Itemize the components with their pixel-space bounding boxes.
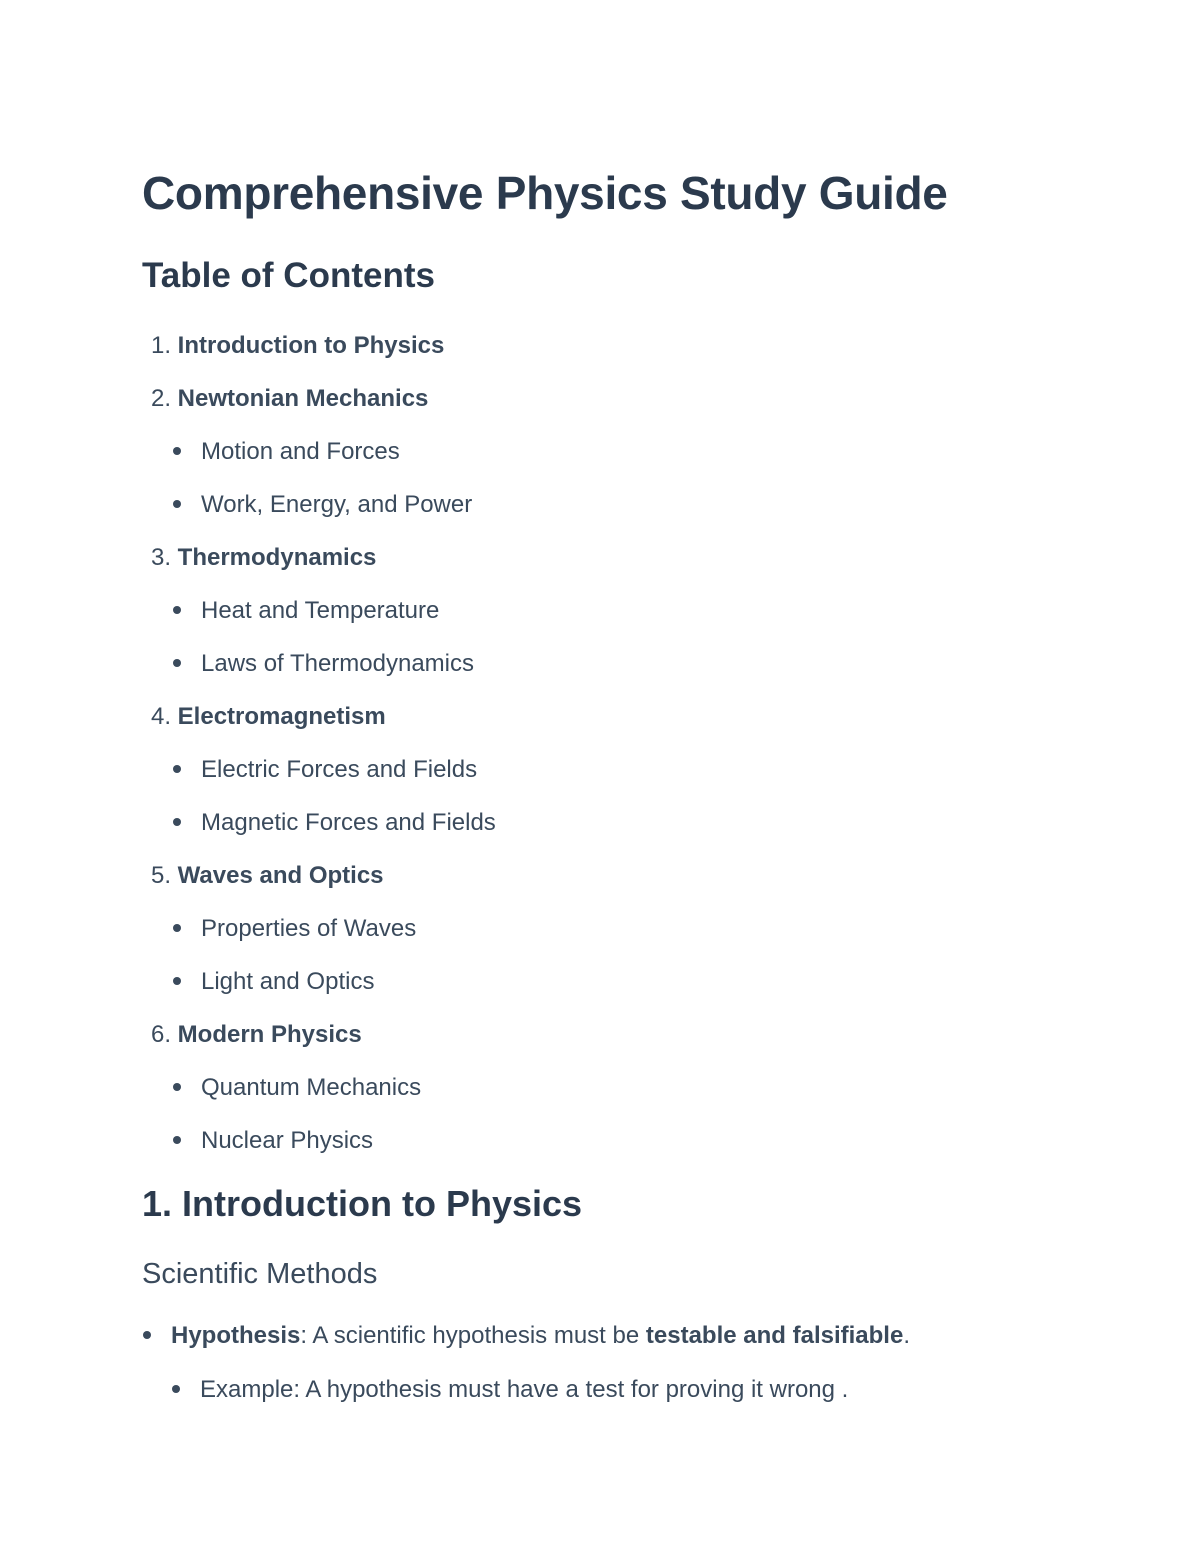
toc-subitem-properties-of-waves[interactable] <box>142 909 1042 962</box>
section-heading: 1. Introduction to Physics <box>142 1183 583 1224</box>
section-subheading: Scientific Methods <box>142 1258 378 1290</box>
hypothesis-term: Hypothesis <box>171 1322 301 1349</box>
toc-subitem-label: Work, Energy, and Power <box>201 491 473 518</box>
toc-subitem-heat-and-temperature[interactable] <box>142 591 1042 644</box>
example-text: Example: A hypothesis must have a test for proving it wrong . <box>200 1376 849 1403</box>
bullet-icon <box>143 1331 151 1339</box>
toc-item-electromagnetism[interactable] <box>142 697 1042 750</box>
toc-subitem-label: Electric Forces and Fields <box>201 756 478 783</box>
toc-item-waves-and-optics[interactable] <box>142 856 1042 909</box>
section-bullet-list <box>142 1316 1102 1424</box>
bullet-icon <box>173 924 181 932</box>
toc-item-label: Electromagnetism <box>177 703 386 730</box>
toc-number: 2. <box>150 385 171 412</box>
toc-subitem-label: Magnetic Forces and Fields <box>201 809 496 836</box>
list-item-hypothesis <box>142 1316 1102 1370</box>
toc-subitem-laws-of-thermodynamics[interactable] <box>142 644 1042 697</box>
toc-subitem-label: Motion and Forces <box>201 438 400 465</box>
toc-item-introduction[interactable] <box>142 326 1042 379</box>
bullet-icon <box>173 977 181 985</box>
bullet-icon <box>173 500 181 508</box>
toc-subitem-motion-and-forces[interactable] <box>142 432 1042 485</box>
toc-item-label: Newtonian Mechanics <box>177 385 429 412</box>
hypothesis-text: : A scientific hypothesis must be <box>300 1322 646 1349</box>
toc-subitem-label: Laws of Thermodynamics <box>201 650 474 677</box>
toc-subitem-quantum-mechanics[interactable] <box>142 1068 1042 1121</box>
bullet-icon <box>172 1385 180 1393</box>
toc-subitem-nuclear-physics[interactable] <box>142 1121 1042 1174</box>
bullet-icon <box>173 447 181 455</box>
toc-subitem-label: Heat and Temperature <box>201 597 440 624</box>
toc-subitem-work-energy-power[interactable] <box>142 485 1042 538</box>
toc-subitem-label: Nuclear Physics <box>201 1127 374 1154</box>
toc-item-label: Thermodynamics <box>177 544 377 571</box>
document-title: Comprehensive Physics Study Guide <box>142 167 948 219</box>
toc-item-label: Modern Physics <box>177 1021 362 1048</box>
toc-subitem-light-and-optics[interactable] <box>142 962 1042 1015</box>
bullet-icon <box>173 659 181 667</box>
toc-subitem-label: Quantum Mechanics <box>201 1074 422 1101</box>
toc-number: 4. <box>150 703 171 730</box>
bullet-icon <box>173 1083 181 1091</box>
toc-subitem-electric-forces[interactable] <box>142 750 1042 803</box>
list-item-example <box>142 1370 1102 1424</box>
toc-item-label: Introduction to Physics <box>177 332 445 359</box>
bullet-icon <box>173 606 181 614</box>
toc-heading: Table of Contents <box>142 256 435 295</box>
toc-subitem-label: Light and Optics <box>201 968 375 995</box>
toc-subitem-magnetic-forces[interactable] <box>142 803 1042 856</box>
toc-number: 5. <box>150 862 171 889</box>
toc-item-label: Waves and Optics <box>177 862 384 889</box>
toc-item-modern-physics[interactable] <box>142 1015 1042 1068</box>
table-of-contents <box>142 326 1042 1174</box>
toc-number: 1. <box>150 332 171 359</box>
hypothesis-emphasis: testable and falsifiable <box>645 1322 904 1349</box>
toc-item-newtonian-mechanics[interactable] <box>142 379 1042 432</box>
toc-item-thermodynamics[interactable] <box>142 538 1042 591</box>
bullet-icon <box>173 765 181 773</box>
bullet-icon <box>173 1136 181 1144</box>
bullet-icon <box>173 818 181 826</box>
toc-subitem-label: Properties of Waves <box>201 915 417 942</box>
toc-number: 3. <box>150 544 171 571</box>
hypothesis-period: . <box>903 1322 910 1349</box>
toc-number: 6. <box>150 1021 171 1048</box>
